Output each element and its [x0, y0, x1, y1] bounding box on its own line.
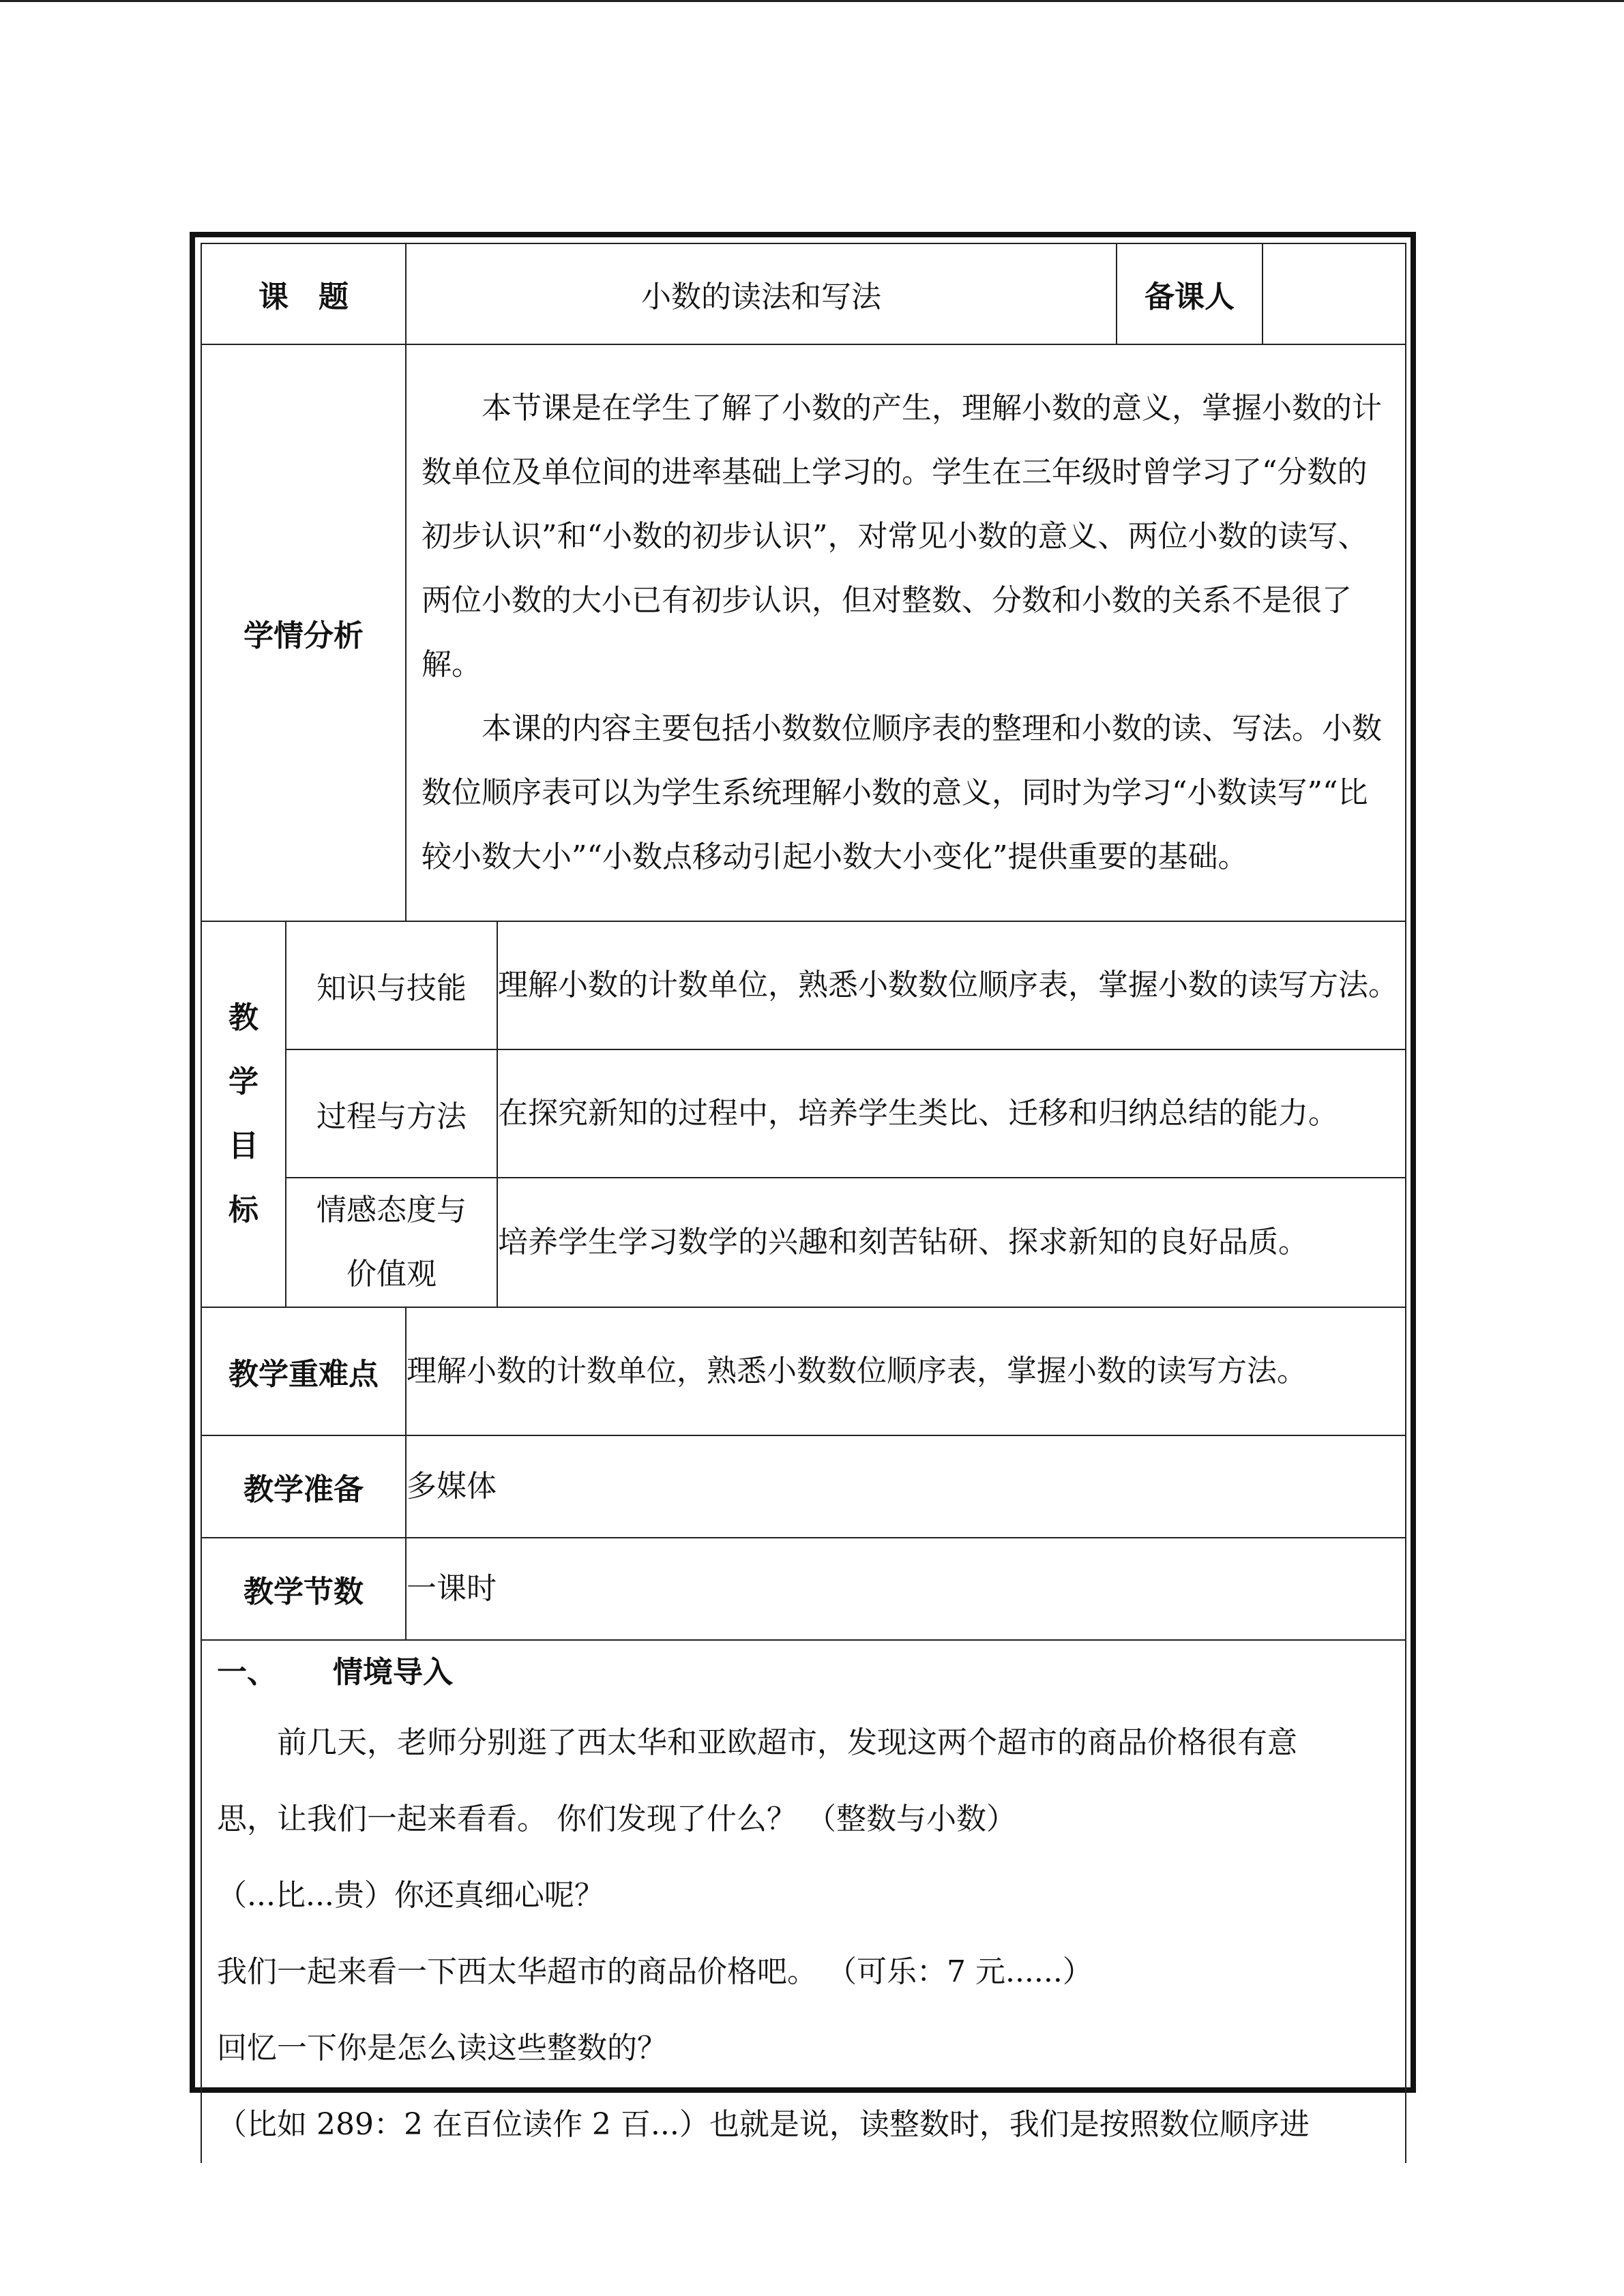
objectives-label-char: 学	[228, 1064, 259, 1099]
topic-value: 小数的读法和写法	[406, 243, 1117, 344]
preparation-row	[201, 1435, 1406, 1538]
objective-content: 培养学生学习数学的兴趣和刻苦钻研、探求新知的良好品质。	[497, 1178, 1406, 1307]
key-points-row	[201, 1307, 1406, 1435]
section-heading	[202, 1641, 1405, 1705]
analysis-content	[406, 344, 1406, 921]
objective-name: 过程与方法	[286, 1049, 497, 1178]
analysis-paragraph-2: 本课的内容主要包括小数数位顺序表的整理和小数的读、写法。小数数位顺序表可以为学生系统理解小数的意义，同时为学习“小数读写”“比较小数大小”“小数点移动引起小数大小变化”提供重要的基础。	[422, 711, 1382, 874]
process-line: 思，让我们一起来看看。 你们发现了什么？ （整数与小数）	[217, 1802, 1016, 1836]
lesson-plan-frame	[190, 232, 1416, 2142]
process-line: （比如 289：2 在百位读作 2 百...）也就是说，读整数时，我们是按照数位顺序进	[217, 2107, 1310, 2142]
objective-name-line1: 情感态度与	[316, 1193, 467, 1227]
objective-name	[286, 1178, 497, 1307]
analysis-paragraph-1: 本节课是在学生了解了小数的产生，理解小数的意义，掌握小数的计数单位及单位间的进率基础上学习的。学生在三年级时曾学习了“分数的初步认识”和“小数的初步认识”，对常见小数的意义、两位小数的读写、两位小数的大小已有初步认识，但对整数、分数和小数的关系不是很了解。	[422, 391, 1382, 682]
objectives-label-char: 教	[228, 1000, 259, 1035]
key-points-label: 教学重难点	[201, 1307, 406, 1435]
analysis-row	[201, 344, 1406, 921]
topic-label: 课 题	[201, 243, 406, 344]
section-title: 情境导入	[333, 1655, 453, 1690]
page-top-border	[0, 0, 1624, 2]
objective-row-attitude	[201, 1178, 1406, 1307]
preparation-label: 教学准备	[201, 1435, 406, 1538]
process-line: 回忆一下你是怎么读这些整数的？	[217, 2031, 667, 2066]
topic-row	[201, 243, 1406, 344]
objectives-label-char: 目	[228, 1129, 259, 1163]
objective-name: 知识与技能	[286, 921, 497, 1049]
objective-row-knowledge	[201, 921, 1406, 1049]
objective-content: 理解小数的计数单位，熟悉小数数位顺序表，掌握小数的读写方法。	[497, 921, 1406, 1049]
process-row	[201, 1640, 1406, 2163]
section-number: 一、	[217, 1655, 277, 1690]
process-line: 我们一起来看一下西太华超市的商品价格吧。 （可乐：7 元......）	[217, 1954, 1093, 1989]
objectives-label-char: 标	[228, 1193, 259, 1227]
process-line: 前几天，老师分别逛了西太华和亚欧超市，发现这两个超市的商品价格很有意	[277, 1725, 1297, 1760]
lesson-plan-table	[201, 243, 1406, 2163]
preparation-value: 多媒体	[406, 1435, 1406, 1538]
preparer-label: 备课人	[1117, 243, 1263, 344]
process-line: （...比...贵）你还真细心呢？	[217, 1878, 604, 1913]
objective-row-process	[201, 1049, 1406, 1178]
key-points-value: 理解小数的计数单位，熟悉小数数位顺序表，掌握小数的读写方法。	[406, 1307, 1406, 1435]
process-content	[201, 1640, 1406, 2163]
periods-row	[201, 1538, 1406, 1640]
periods-label: 教学节数	[201, 1538, 406, 1640]
analysis-label: 学情分析	[201, 344, 406, 921]
preparer-value	[1263, 243, 1406, 344]
objective-content: 在探究新知的过程中，培养学生类比、迁移和归纳总结的能力。	[497, 1049, 1406, 1178]
objective-name-line2: 价值观	[346, 1257, 437, 1292]
periods-value: 一课时	[406, 1538, 1406, 1640]
objectives-label	[201, 921, 286, 1307]
